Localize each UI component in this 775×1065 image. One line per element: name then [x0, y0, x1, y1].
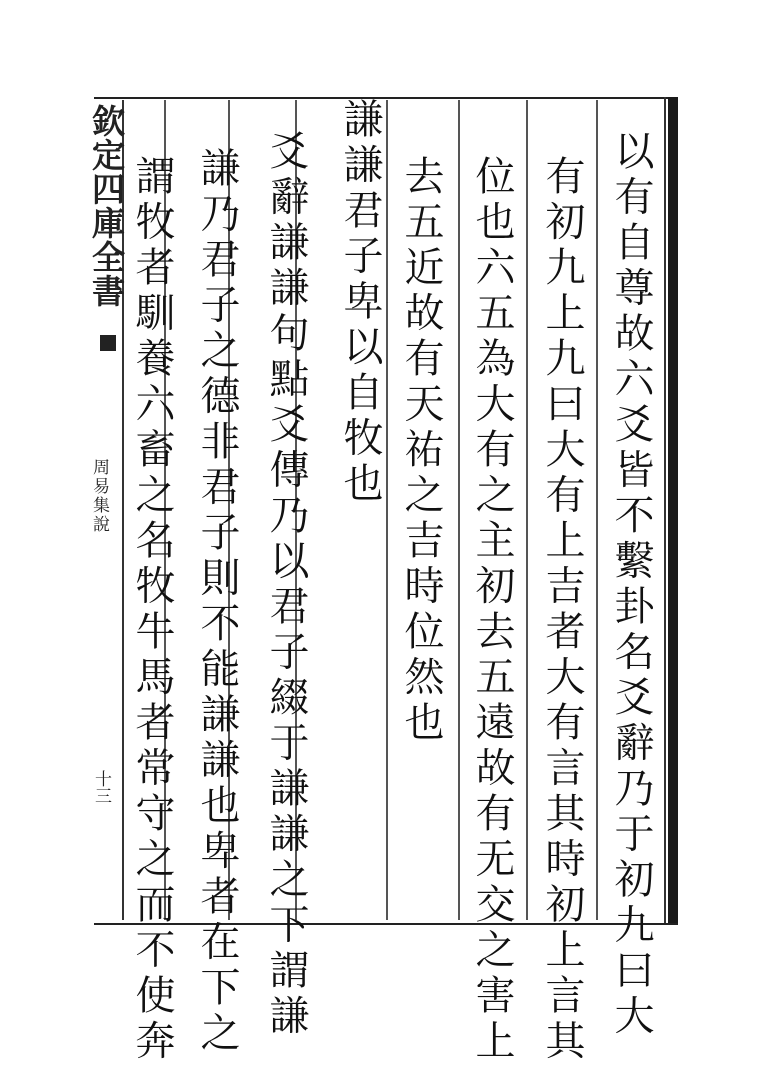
text-column-4: 去五近故有天祐之吉時位然也 [398, 155, 444, 747]
text-column-7: 謙乃君子之德非君子則不能謙謙也卑者在下之 [194, 147, 240, 1057]
column-rule [596, 100, 598, 920]
text-column-2: 有初九上九曰大有上吉者大有言其時初上言其 [539, 155, 585, 1065]
column-rule [458, 100, 460, 920]
page-frame-right-edge [668, 97, 678, 923]
fish-tail-mark-icon [100, 335, 116, 351]
text-column-6: 爻辭謙謙句點爻傳乃以君子綴于謙謙之下謂謙 [263, 130, 309, 1040]
text-column-3: 位也六五為大有之主初去五遠故有无交之害上 [469, 155, 515, 1065]
column-rule [386, 100, 388, 920]
page-number: 十三 [91, 770, 111, 804]
text-column-5: 謙謙君子卑以自牧也 [337, 98, 383, 508]
page-frame-right-inner-rule [664, 97, 666, 923]
margin-header: 欽定四庫全書 [87, 104, 126, 308]
text-column-1: 以有自尊故六爻皆不繫卦名爻辭乃于初九曰大 [608, 130, 654, 1040]
column-rule [526, 100, 528, 920]
margin-subtitle: 周易集說 [89, 458, 109, 534]
text-column-8: 謂牧者馴養六畜之名牧牛馬者常守之而不使奔 [129, 155, 175, 1065]
